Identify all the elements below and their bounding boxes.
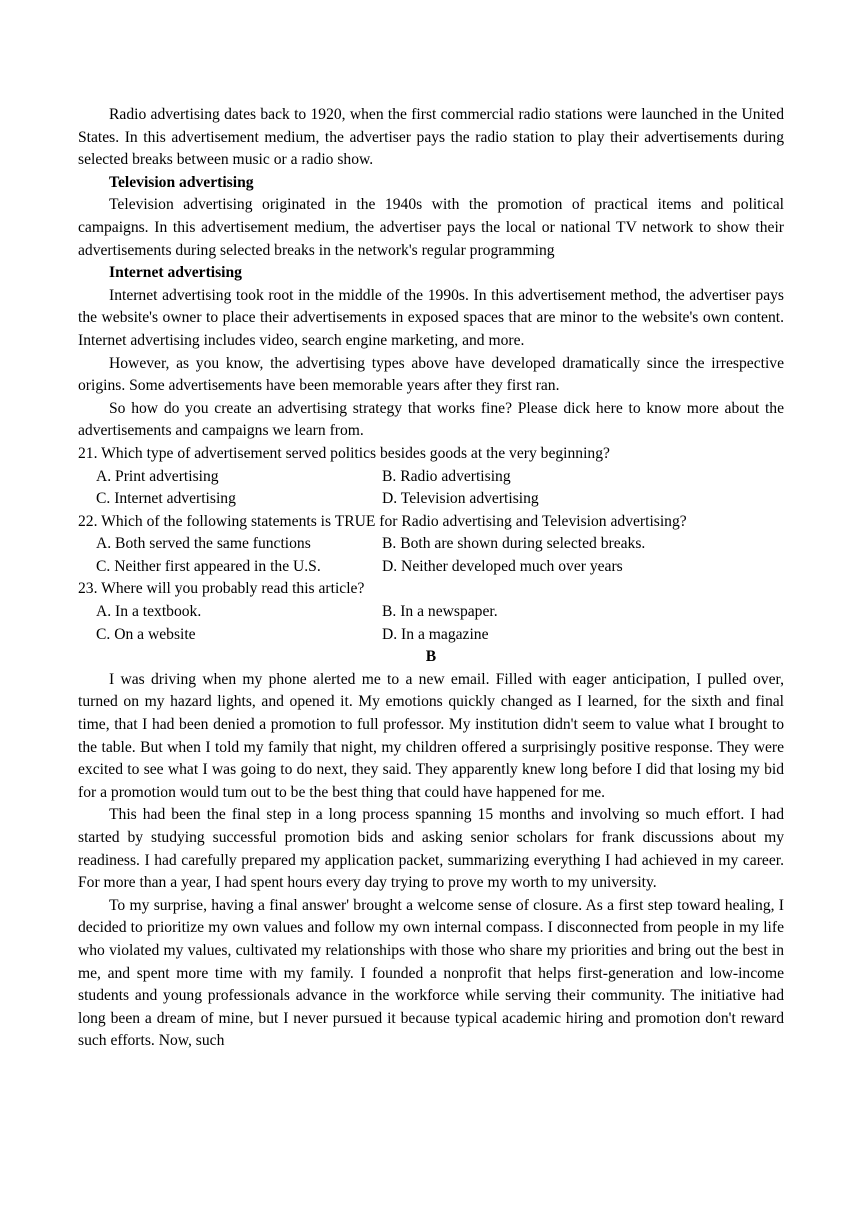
section-b-paragraph-3: To my surprise, having a final answer' brought a welcome sense of closure. As a first step toward healing, I decided to prioritize my own values and follow my own internal compass. I disconnected from people in my life who violated my values, cultivated my relationships with those who share my priorities and bring out the best in me, and spent more time with my family. I founded a nonprofit that helps first-generation and low-income students and young professionals advance in the workforce while serving their community. The initiative had long been a dream of mine, but I never pursued it because typical academic hiring and promotion don't reward such efforts. Now, such <box>78 896 784 1050</box>
section-b-paragraph-1: I was driving when my phone alerted me to a new email. Filled with eager anticipation, I pulled over, turned on my hazard lights, and opened it. My emotions quickly changed as I learned, for the sixth and final time, that I had been denied a promotion to full professor. My institution didn't seem to value what I brought to the table. But when I told my family that night, my children offered a surprisingly positive response. They were excited to see what I was going to do next, they said. They apparently knew long before I did that losing my bid for a promotion would tum out to be the best thing that could have happened for me. <box>78 670 784 801</box>
question-21: 21. Which type of advertisement served politics besides goods at the very beginning? <box>78 444 610 462</box>
radio-paragraph: Radio advertising dates back to 1920, when the first commercial radio stations were launched in the United States. In this advertisement medium, the advertiser pays the radio station to play their advertisements during selected breaks between music or a radio show. <box>78 106 784 169</box>
tv-heading: Television advertising <box>109 173 254 191</box>
internet-heading: Internet advertising <box>109 264 242 282</box>
section-b-label: B <box>425 648 437 666</box>
however-paragraph: However, as you know, the advertising types above have developed dramatically since the irrespective origins. Some advertisements have been memorable years after they first ran. <box>78 354 784 395</box>
option-b: B. In a newspaper. <box>382 603 498 621</box>
question-21-options <box>78 466 784 511</box>
option-a: A. In a textbook. <box>96 603 202 621</box>
so-paragraph: So how do you create an advertising strategy that works fine? Please dick here to know more about the advertisements and campaigns we learn from. <box>78 399 784 440</box>
document-page <box>78 104 784 1053</box>
option-c: C. Internet advertising <box>96 490 236 508</box>
option-b: B. Both are shown during selected breaks. <box>382 535 646 553</box>
option-c: C. On a website <box>96 625 196 643</box>
option-c: C. Neither first appeared in the U.S. <box>96 557 321 575</box>
question-23: 23. Where will you probably read this article? <box>78 580 365 598</box>
option-a: A. Print advertising <box>96 467 219 485</box>
question-22: 22. Which of the following statements is TRUE for Radio advertising and Television advertising? <box>78 512 687 530</box>
question-22-options <box>78 533 784 578</box>
question-23-options <box>78 601 784 646</box>
option-d: D. Television advertising <box>382 490 539 508</box>
internet-paragraph: Internet advertising took root in the middle of the 1990s. In this advertisement method, the advertiser pays the website's owner to place their advertisements in exposed spaces that are minor to the website's own content. Internet advertising includes video, search engine marketing, and more. <box>78 286 784 349</box>
option-a: A. Both served the same functions <box>96 535 311 553</box>
option-d: D. Neither developed much over years <box>382 557 623 575</box>
section-b-paragraph-2: This had been the final step in a long process spanning 15 months and involving so much effort. I had started by studying successful promotion bids and asking senior scholars for frank discussions about my readiness. I had carefully prepared my application packet, summarizing everything I had achieved in my career. For more than a year, I had spent hours every day trying to prove my worth to my university. <box>78 806 784 892</box>
option-d: D. In a magazine <box>382 625 489 643</box>
tv-paragraph: Television advertising originated in the 1940s with the promotion of practical items and political campaigns. In this advertisement medium, the advertiser pays the local or national TV network to show their advertisements during selected breaks in the network's regular programming <box>78 196 784 259</box>
option-b: B. Radio advertising <box>382 467 511 485</box>
